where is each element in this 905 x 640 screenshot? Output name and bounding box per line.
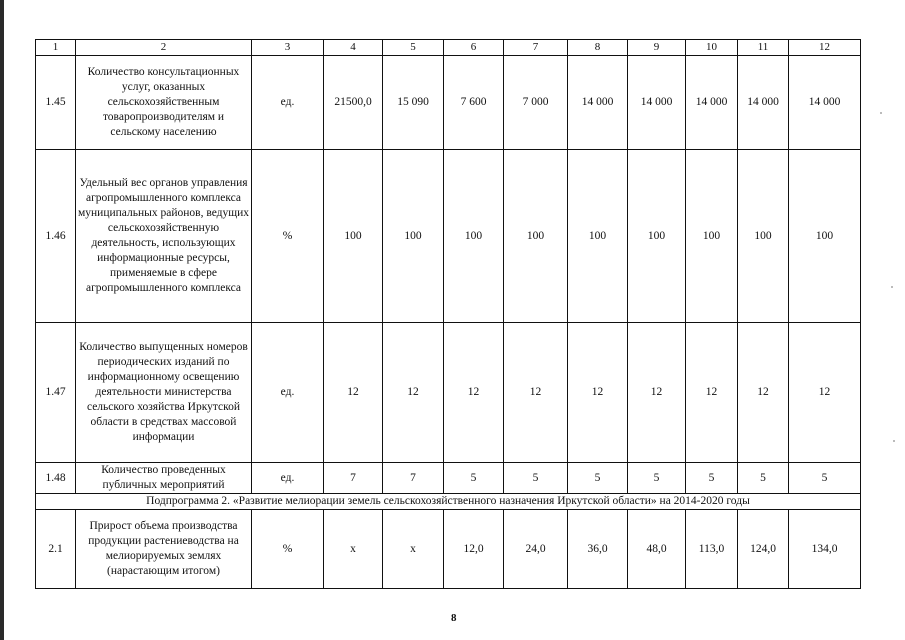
subprogram-title: Подпрограмма 2. «Развитие мелиорации земель сельскохозяйственного назначения Иркутской области» на 2014-2020 годы <box>36 494 861 510</box>
value-cell: 12 <box>568 323 628 463</box>
value-cell: 5 <box>444 463 504 494</box>
unit-cell: % <box>252 510 324 589</box>
row-number: 2.1 <box>36 510 76 589</box>
value-cell: 24,0 <box>504 510 568 589</box>
value-cell: 21500,0 <box>324 56 383 150</box>
header-cell: 12 <box>789 40 861 56</box>
value-cell: 14 000 <box>789 56 861 150</box>
value-cell: 12 <box>628 323 686 463</box>
unit-cell: % <box>252 150 324 323</box>
value-cell: 100 <box>383 150 444 323</box>
indicator-name: Количество выпущенных номеров периодических изданий по информационному освещению деятельности министерства сельского хозяйства Иркутской области в средствах массовой информации <box>76 323 252 463</box>
value-cell: 134,0 <box>789 510 861 589</box>
value-cell: 100 <box>686 150 738 323</box>
value-cell: 12 <box>383 323 444 463</box>
value-cell: 5 <box>789 463 861 494</box>
table-row <box>36 463 861 494</box>
value-cell: 5 <box>628 463 686 494</box>
scan-speck <box>893 440 895 442</box>
value-cell: 48,0 <box>628 510 686 589</box>
row-number: 1.46 <box>36 150 76 323</box>
value-cell: 14 000 <box>568 56 628 150</box>
value-cell: х <box>383 510 444 589</box>
value-cell: 14 000 <box>686 56 738 150</box>
value-cell: 5 <box>738 463 789 494</box>
scan-edge <box>0 0 4 640</box>
value-cell: 12 <box>686 323 738 463</box>
value-cell: 5 <box>504 463 568 494</box>
header-cell: 3 <box>252 40 324 56</box>
value-cell: 12 <box>324 323 383 463</box>
scan-speck <box>891 286 893 288</box>
header-cell: 6 <box>444 40 504 56</box>
value-cell: 5 <box>568 463 628 494</box>
value-cell: 12,0 <box>444 510 504 589</box>
value-cell: 15 090 <box>383 56 444 150</box>
header-cell: 5 <box>383 40 444 56</box>
value-cell: 100 <box>444 150 504 323</box>
value-cell: х <box>324 510 383 589</box>
value-cell: 124,0 <box>738 510 789 589</box>
scan-speck <box>880 112 882 114</box>
value-cell: 5 <box>686 463 738 494</box>
row-number: 1.47 <box>36 323 76 463</box>
value-cell: 14 000 <box>738 56 789 150</box>
unit-cell: ед. <box>252 323 324 463</box>
value-cell: 12 <box>504 323 568 463</box>
table-row <box>36 323 861 463</box>
value-cell: 100 <box>789 150 861 323</box>
indicator-name: Количество консультационных услуг, оказанных сельскохозяйственным товаропроизводителям и сельскому населению <box>76 56 252 150</box>
row-number: 1.45 <box>36 56 76 150</box>
header-cell: 8 <box>568 40 628 56</box>
page-number: 8 <box>451 612 457 624</box>
indicators-table <box>35 39 861 589</box>
header-cell: 9 <box>628 40 686 56</box>
header-cell: 10 <box>686 40 738 56</box>
value-cell: 36,0 <box>568 510 628 589</box>
value-cell: 7 <box>324 463 383 494</box>
indicator-name: Прирост объема производства продукции растениеводства на мелиорируемых землях (нарастающим итогом) <box>76 510 252 589</box>
table-row <box>36 56 861 150</box>
value-cell: 12 <box>444 323 504 463</box>
value-cell: 100 <box>738 150 789 323</box>
header-cell: 7 <box>504 40 568 56</box>
indicator-name: Удельный вес органов управления агропромышленного комплекса муниципальных районов, ведущих сельскохозяйственную деятельность, использующих информационные ресурсы, применяемые в сфере агропромышленного комплекса <box>76 150 252 323</box>
header-row <box>36 40 861 56</box>
value-cell: 7 000 <box>504 56 568 150</box>
unit-cell: ед. <box>252 463 324 494</box>
value-cell: 12 <box>738 323 789 463</box>
unit-cell: ед. <box>252 56 324 150</box>
value-cell: 100 <box>628 150 686 323</box>
table-row <box>36 510 861 589</box>
value-cell: 100 <box>324 150 383 323</box>
value-cell: 12 <box>789 323 861 463</box>
table-row <box>36 150 861 323</box>
value-cell: 100 <box>504 150 568 323</box>
header-cell: 11 <box>738 40 789 56</box>
row-number: 1.48 <box>36 463 76 494</box>
value-cell: 14 000 <box>628 56 686 150</box>
subprogram-row <box>36 494 861 510</box>
header-cell: 2 <box>76 40 252 56</box>
value-cell: 100 <box>568 150 628 323</box>
indicator-name: Количество проведенных публичных мероприятий <box>76 463 252 494</box>
value-cell: 7 <box>383 463 444 494</box>
header-cell: 4 <box>324 40 383 56</box>
value-cell: 113,0 <box>686 510 738 589</box>
header-cell: 1 <box>36 40 76 56</box>
value-cell: 7 600 <box>444 56 504 150</box>
